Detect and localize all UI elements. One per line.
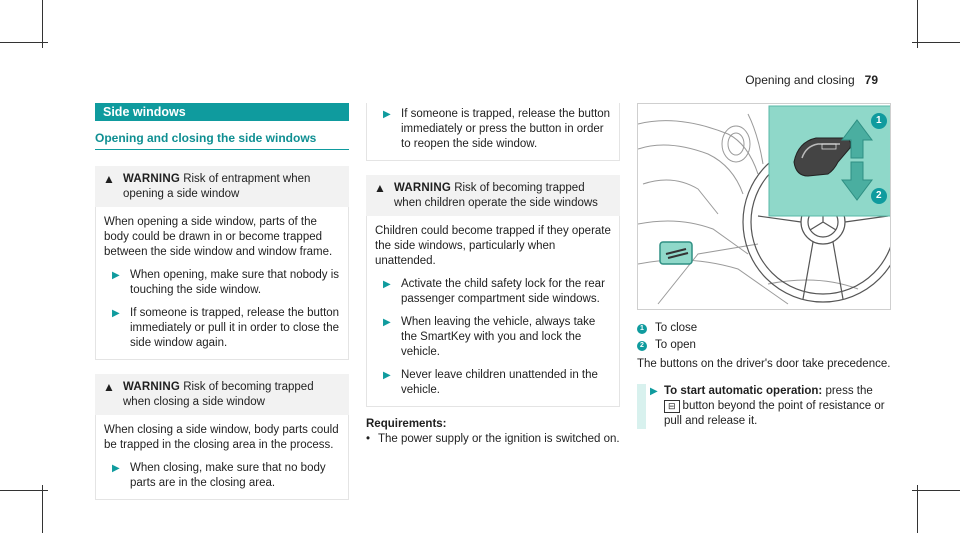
arrow-right-icon: ▶ [383, 317, 391, 328]
crop-mark [912, 490, 960, 491]
crop-mark [917, 485, 918, 533]
warning-body [95, 207, 349, 360]
warning-box [95, 374, 349, 500]
step-item: ▶ When opening, make sure that nobody is touching the side window. [112, 269, 340, 296]
subsection-title: Opening and closing the side windows [95, 131, 349, 150]
step-item: ▶ Never leave children unattended in the vehicle. [383, 369, 598, 396]
step-item: ▶ If someone is trapped, release the button immediately or pull it in order to close the side window again. [112, 307, 340, 349]
warning-box [366, 175, 620, 407]
requirement-item: • The power supply or the ignition is switched on. [366, 433, 620, 445]
step-item: ▶ When closing, make sure that no body parts are in the closing area. [112, 462, 326, 489]
crop-mark [917, 0, 918, 48]
crop-mark [912, 42, 960, 43]
action-step [637, 384, 891, 429]
step-item: ▶ When leaving the vehicle, always take the SmartKey with you and lock the vehicle. [383, 316, 596, 358]
arrow-right-icon: ▶ [383, 109, 391, 120]
crop-mark [0, 490, 48, 491]
figure-legend [637, 321, 891, 353]
warning-heading: WARNING Risk of becoming trapped when children operate the side windows [394, 182, 598, 209]
arrow-right-icon: ▶ [383, 279, 391, 290]
step-item: ▶ Activate the child safety lock for the rear passenger compartment side windows. [383, 278, 605, 305]
warning-body [366, 216, 620, 407]
warning-heading: WARNING Risk of entrapment when opening a side window [123, 173, 311, 200]
warning-body [95, 415, 349, 500]
step-item: ▶ If someone is trapped, release the button immediately or press the button in order to reopen the side window. [383, 108, 611, 150]
warning-triangle-icon: ▲ [374, 181, 386, 195]
warning-triangle-icon: ▲ [103, 380, 115, 394]
warning-triangle-icon: ▲ [103, 172, 115, 186]
arrow-right-icon: ▶ [112, 270, 120, 281]
crop-mark [0, 42, 48, 43]
action-marker [637, 384, 646, 429]
arrow-right-icon: ▶ [383, 370, 391, 381]
warning-text: When opening a side window, parts of the body could be drawn in or become trapped between the side window and window frame. [104, 216, 333, 258]
interior-drawing [638, 104, 891, 310]
arrow-right-icon: ▶ [112, 308, 120, 319]
section-title: Side windows [95, 103, 349, 121]
warning-text: Children could become trapped if they operate the side windows, particularly when unattended. [375, 225, 611, 267]
window-key-icon: ⊟ [664, 400, 680, 413]
warning-text: When closing a side window, body parts could be trapped in the closing area in the process. [104, 424, 339, 451]
arrow-right-icon: ▶ [112, 463, 120, 474]
callout-2: 2 [876, 190, 882, 201]
warning-box [95, 166, 349, 360]
crop-mark [42, 485, 43, 533]
arrow-right-icon: ▶ [650, 386, 658, 397]
crop-mark [42, 0, 43, 48]
column-right [637, 103, 891, 429]
legend-item: 2 To open [637, 338, 891, 353]
legend-item: 1 To close [637, 321, 891, 336]
warning-continuation [366, 103, 620, 161]
column-middle [366, 103, 620, 447]
callout-1: 1 [876, 115, 882, 126]
page-number: 79 [864, 73, 878, 87]
body-text: The buttons on the driver's door take precedence. [637, 358, 891, 370]
warning-heading: WARNING Risk of becoming trapped when closing a side window [123, 381, 314, 408]
requirements-label: Requirements: [366, 418, 447, 430]
action-text: To start automatic operation: press the ⊟ button beyond the point of resistance or pull and release it. [664, 385, 885, 427]
page-header [745, 73, 878, 88]
header-title: Opening and closing [745, 73, 855, 87]
column-left [95, 103, 349, 500]
door-switch-illustration [637, 103, 891, 310]
